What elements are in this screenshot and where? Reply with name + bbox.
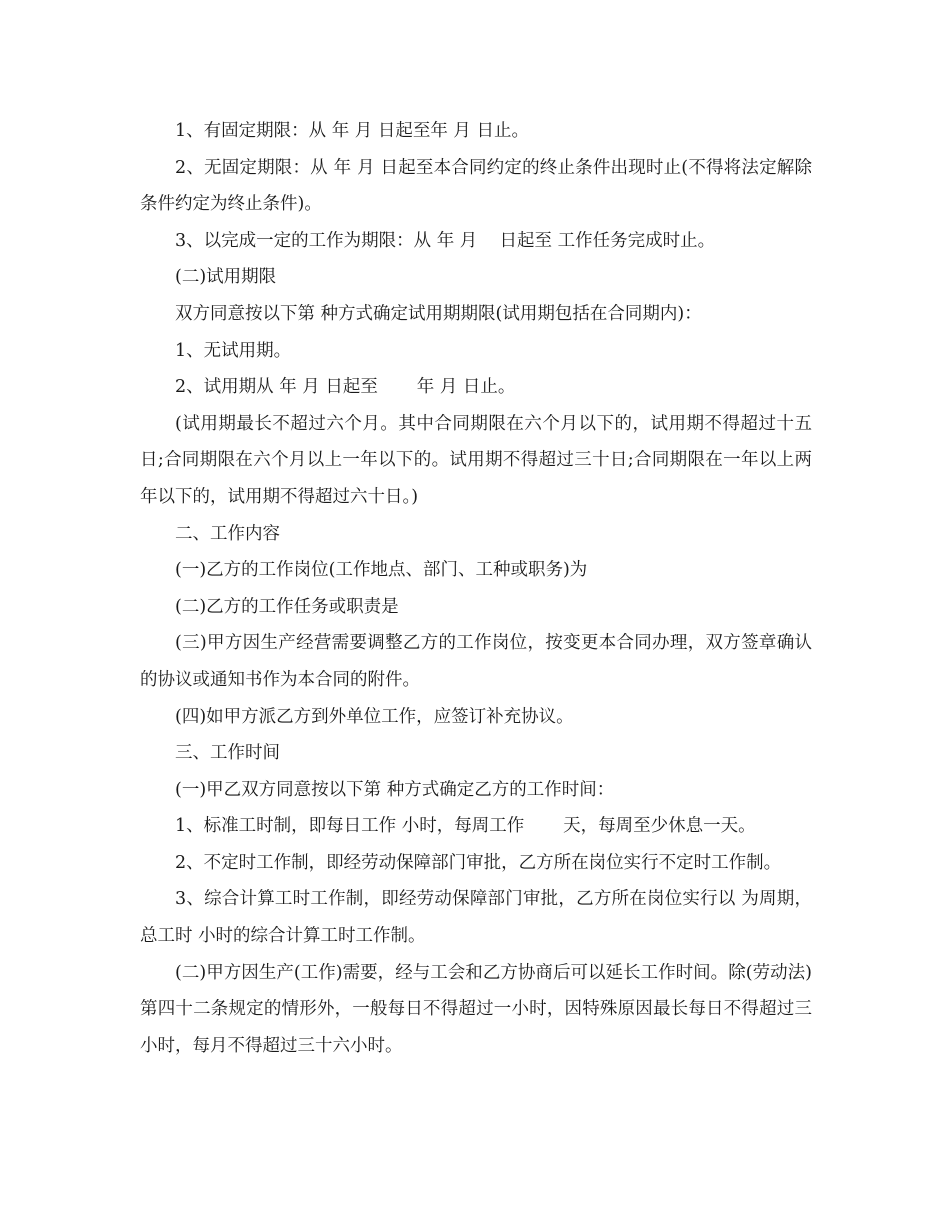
paragraph-work-duties: (二)乙方的工作任务或职责是 bbox=[175, 596, 399, 617]
paragraph-probation-period: 2、试用期从 年 月 日起至 年 月 日止。 bbox=[175, 377, 516, 398]
paragraph-work-time-method: (一)甲乙双方同意按以下第 种方式确定乙方的工作时间： bbox=[175, 779, 615, 800]
paragraph-open-term: 2、无固定期限：从 年 月 日起至本合同约定的终止条件出现时止(不得将法定解除条件约定为终止条件)。 bbox=[140, 157, 812, 215]
paragraph-standard-hours: 1、标准工时制，即每日工作 小时，每周工作 天，每周至少休息一天。 bbox=[175, 816, 756, 837]
section-heading-probation: (二)试用期限 bbox=[175, 267, 277, 288]
paragraph-work-position: (一)乙方的工作岗位(工作地点、部门、工种或职务)为 bbox=[175, 560, 588, 581]
paragraph-flexible-hours: 2、不定时工作制，即经劳动保障部门审批，乙方所在岗位实行不定时工作制。 bbox=[175, 852, 782, 873]
paragraph-task-term: 3、以完成一定的工作为期限：从 年 月 日起至 工作任务完成时止。 bbox=[175, 230, 716, 251]
paragraph-no-probation: 1、无试用期。 bbox=[175, 340, 292, 361]
document-body bbox=[140, 113, 812, 1064]
paragraph-position-adjustment: (三)甲方因生产经营需要调整乙方的工作岗位，按变更本合同办理，双方签章确认的协议或通知书作为本合同的附件。 bbox=[140, 633, 812, 690]
section-heading-work-content: 二、工作内容 bbox=[175, 523, 280, 544]
paragraph-probation-method: 双方同意按以下第 种方式确定试用期期限(试用期包括在合同期内)： bbox=[175, 303, 702, 324]
paragraph-overtime: (二)甲方因生产(工作)需要，经与工会和乙方协商后可以延长工作时间。除(劳动法)第四十二条规定的情形外，一般每日不得超过一小时，因特殊原因最长每日不得超过三小时，每月不得超过三十六小时。 bbox=[140, 962, 812, 1056]
paragraph-probation-note: (试用期最长不超过六个月。其中合同期限在六个月以下的，试用期不得超过十五日;合同期限在六个月以上一年以下的。试用期不得超过三十日;合同期限在一年以上两年以下的，试用期不得超过六十日。) bbox=[140, 413, 812, 507]
paragraph-comprehensive-hours: 3、综合计算工时工作制，即经劳动保障部门审批，乙方所在岗位实行以 为周期，总工时 小时的综合计算工时工作制。 bbox=[140, 889, 812, 947]
paragraph-external-assignment: (四)如甲方派乙方到外单位工作，应签订补充协议。 bbox=[175, 706, 574, 727]
paragraph-fixed-term: 1、有固定期限：从 年 月 日起至年 月 日止。 bbox=[175, 121, 529, 141]
section-heading-work-time: 三、工作时间 bbox=[175, 743, 280, 764]
